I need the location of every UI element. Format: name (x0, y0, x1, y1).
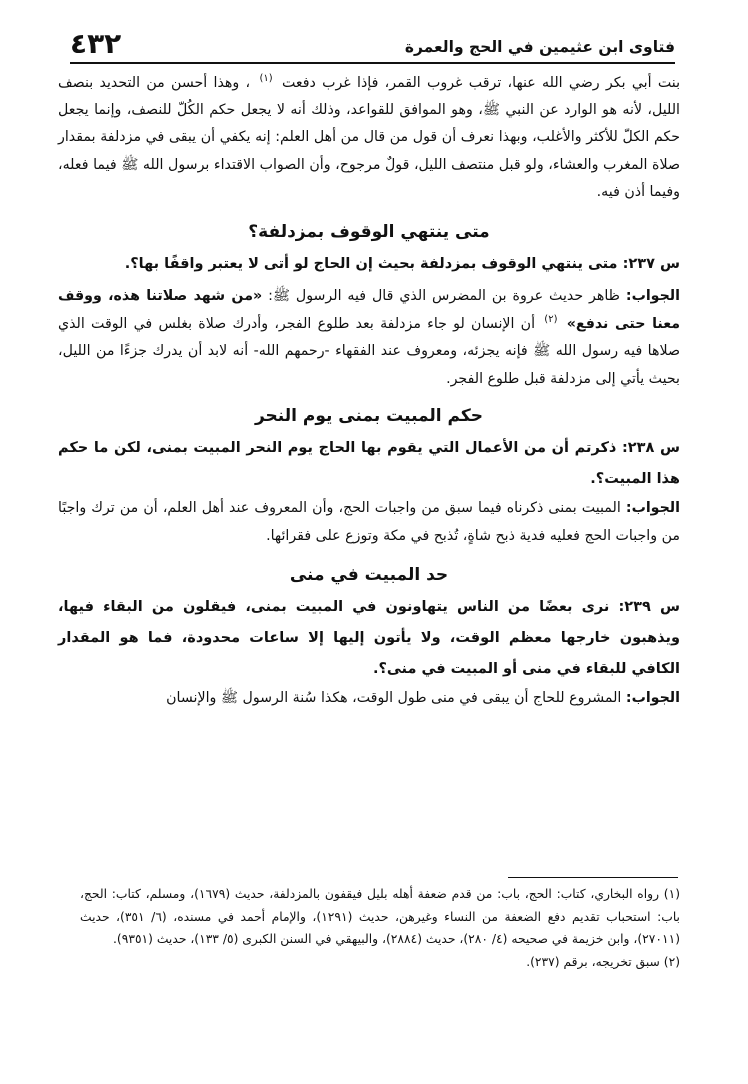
section-heading-237: متى ينتهي الوقوف بمزدلفة؟ (248, 222, 490, 243)
answer-238 (58, 495, 680, 550)
paragraph-continuation (58, 70, 680, 206)
paragraph-text-end: ، وهذا أحسن من التحديد بنصف الليل، لأنه هو الوارد عن النبي ﷺ، وهو الموافق للقواعد، وذلك أنه لا يجعل حكم الكُلّ للنصف، وإنما يجعل حكم الكلّ للأكثر والأغلب، وبهذا نعرف أن قول من قال من أهل العلم: إنه يكفي أن يبقى في مزدلفة بمقدار صلاة المغرب والعشاء، ولو قبل منتصف الليل، قولٌ مرجوح، وأن الصواب الاقتداء برسول الله ﷺ فيما فعله، وفيما أذن فيه. (58, 75, 680, 200)
answer-label: الجواب: (625, 500, 680, 517)
answer-text: المبيت بمنى ذكرناه فيما سبق من واجبات الحج، وأن المعروف عند أهل العلم، أن من ترك واجبًا من واجبات الحج فعليه فدية ذبح شاةٍ، تُذبح في مكة وتوزع على فقرائها. (58, 500, 680, 544)
question-237: س ٢٣٧: متى ينتهي الوقوف بمزدلفة بحيث إن الحاج لو أتى لا يعتبر واقفًا بها؟. (124, 256, 680, 273)
question-238: س ٢٣٨: ذكرتم أن من الأعمال التي يقوم بها الحاج يوم النحر المبيت بمنى، لكن ما حكم هذا المبيت؟. (58, 440, 681, 488)
footnote-ref-2: (٢) (544, 313, 558, 325)
page-header (70, 27, 675, 60)
answer-label: الجواب: (625, 288, 680, 305)
running-title: فتاوى ابن عثيمين في الحج والعمرة (404, 38, 675, 56)
section-heading-238: حكم المبيت بمنى يوم النحر (254, 406, 484, 427)
hadith-quote: «من شهد صلاتنا هذه، ووقف معنا حتى ندفع» (58, 288, 681, 332)
header-divider (70, 62, 675, 64)
answer-label: الجواب: (625, 690, 680, 707)
answer-text: ظاهر حديث عروة بن المضرس الذي قال فيه الرسول ﷺ: (268, 288, 620, 305)
footnote-2: (٢) سبق تخريجه، برقم (٢٣٧). (526, 954, 680, 969)
section-heading-239: حد المبيت في منى (289, 565, 449, 586)
answer-text: المشروع للحاج أن يبقى في منى طول الوقت، هكذا سُنة الرسول ﷺ والإنسان (166, 690, 622, 707)
footnotes (80, 883, 680, 973)
footnote-divider (508, 877, 678, 878)
answer-239 (58, 685, 680, 713)
answer-237 (58, 283, 680, 393)
answer-text-continued: أن الإنسان لو جاء مزدلفة بعد طلوع الفجر، وأدرك صلاة بغلس في الوقت الذي صلاها فيه رسول الله ﷺ فإنه يجزئه، ومعروف عند الفقهاء -رحمهم الله- أنه لابد أن يدرك جزءًا من الليل، بحيث يأتي إلى مزدلفة قبل طلوع الفجر. (58, 315, 680, 387)
page-body (58, 70, 680, 713)
footnote-1: (١) رواه البخاري، كتاب: الحج، باب: من قدم ضعفة أهله بليل فيقفون بالمزدلفة، حديث (١٦٧٩)، ومسلم، كتاب: الحج، باب: استحباب تقديم دفع الضعفة من النساء وغيرهن، حديث (١٢٩١)، والإمام أحمد في مسنده، (٦/ ٣٥١)، حديث (٢٧٠١١)، وابن خزيمة في صحيحه (٤/ ٢٨٠)، حديث (٢٨٨٤)، والبيهقي في السنن الكبرى (٥/ ١٣٣)، حديث (٩٣٥١). (80, 887, 681, 946)
paragraph-text-start: بنت أبي بكر رضي الله عنها، ترقب غروب القمر، فإذا غرب دفعت (281, 75, 681, 91)
question-239: س ٢٣٩: نرى بعضًا من الناس يتهاونون في المبيت بمنى، فيقلون من البقاء فيها، ويذهبون خارجها معظم الوقت، ولا يأتون إليها إلا ساعات محدودة، فما هو المقدار الكافي للبقاء في منى أو المبيت في منى؟. (58, 599, 681, 678)
footnote-ref-1: (١) (259, 73, 273, 85)
page-number: ٤٣٢ (70, 27, 122, 60)
